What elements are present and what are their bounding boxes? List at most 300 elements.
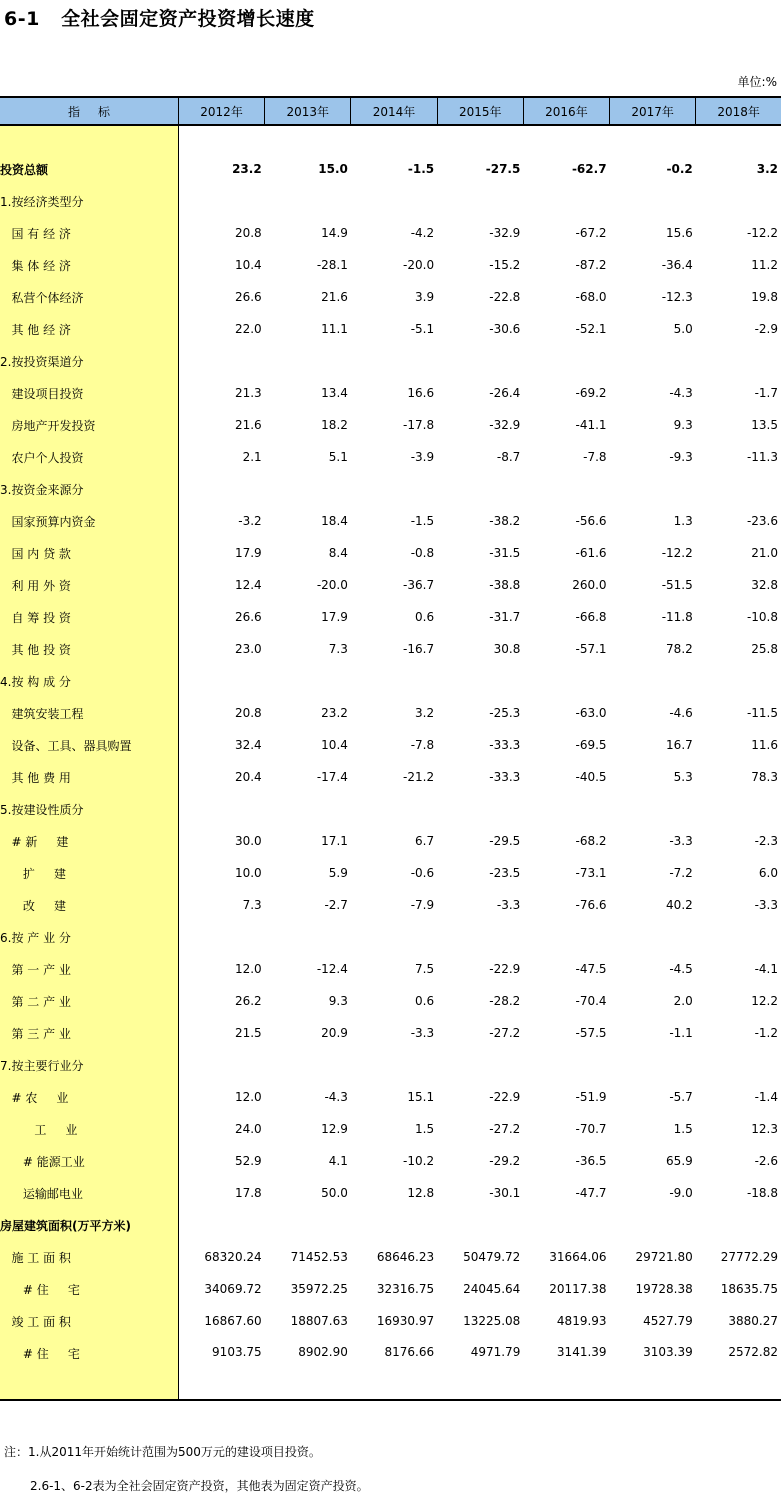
row-label: 运输邮电业	[0, 1177, 178, 1209]
value-cell: -57.1	[575, 642, 607, 656]
value-cell: 30.8	[493, 642, 521, 656]
row-label: 6.按 产 业 分	[0, 921, 178, 953]
value-cell: 1.5	[415, 1122, 435, 1136]
year-header: 2016年	[523, 97, 609, 125]
value-cell: 52.9	[234, 1154, 262, 1168]
value-cell: -70.4	[575, 994, 607, 1008]
value-cell: -4.6	[669, 706, 693, 720]
value-cell	[696, 793, 781, 825]
value-cell: -27.2	[489, 1122, 521, 1136]
row-label: 其 他 经 济	[0, 313, 178, 345]
table-row	[0, 729, 781, 761]
value-cell: 17.9	[321, 610, 348, 624]
value-cell	[523, 921, 609, 953]
table-row	[0, 281, 781, 313]
value-cell: 19728.38	[635, 1282, 693, 1296]
table-row	[0, 761, 781, 793]
value-cell: 2.0	[673, 994, 693, 1008]
year-header: 2017年	[610, 97, 696, 125]
value-cell: -1.4	[754, 1090, 778, 1104]
table-row	[0, 1337, 781, 1400]
value-cell: 21.3	[234, 386, 262, 400]
table-row	[0, 153, 781, 185]
value-cell: -40.5	[575, 770, 607, 784]
spacer-cell	[610, 125, 696, 153]
value-cell: 11.6	[751, 738, 778, 752]
value-cell	[610, 665, 696, 697]
row-label: 7.按主要行业分	[0, 1049, 178, 1081]
row-label: 改 建	[0, 889, 178, 921]
value-cell	[523, 1209, 609, 1241]
value-cell: 21.5	[234, 1026, 262, 1040]
value-cell: 71452.53	[290, 1250, 348, 1264]
year-header: 2014年	[351, 97, 437, 125]
row-label: # 农 业	[0, 1081, 178, 1113]
value-cell: 4.1	[328, 1154, 348, 1168]
table-row	[0, 1049, 781, 1081]
value-cell: 10.4	[321, 738, 348, 752]
spacer-cell	[696, 125, 781, 153]
value-cell	[696, 665, 781, 697]
row-label: 第 三 产 业	[0, 1017, 178, 1049]
value-cell: -20.0	[403, 258, 435, 272]
row-label: 私营个体经济	[0, 281, 178, 313]
value-cell: -2.6	[754, 1154, 778, 1168]
value-cell: 12.9	[321, 1122, 348, 1136]
spacer-cell	[523, 125, 609, 153]
value-cell: 2.1	[242, 450, 262, 464]
value-cell: -66.8	[575, 610, 607, 624]
row-label: 建设项目投资	[0, 377, 178, 409]
value-cell: 8.4	[328, 546, 348, 560]
value-cell: 16867.60	[204, 1314, 262, 1328]
value-cell: 78.3	[751, 770, 778, 784]
value-cell	[265, 793, 351, 825]
value-cell: -69.2	[575, 386, 607, 400]
row-label: 投资总额	[0, 153, 178, 185]
value-cell: -2.9	[754, 322, 778, 336]
value-cell: -29.5	[489, 834, 521, 848]
table-row	[0, 889, 781, 921]
value-cell: 19.8	[751, 290, 778, 304]
value-cell: 18.4	[321, 514, 348, 528]
value-cell: 12.2	[751, 994, 778, 1008]
table-row	[0, 1209, 781, 1241]
value-cell	[351, 921, 437, 953]
value-cell: 26.6	[234, 290, 262, 304]
value-cell: -22.9	[489, 962, 521, 976]
row-label: 其 他 费 用	[0, 761, 178, 793]
table-row	[0, 537, 781, 569]
table-row	[0, 857, 781, 889]
value-cell: -7.2	[669, 866, 693, 880]
value-cell	[523, 345, 609, 377]
value-cell: 6.0	[758, 866, 778, 880]
table-row	[0, 825, 781, 857]
value-cell: 21.6	[321, 290, 348, 304]
value-cell: -3.3	[496, 898, 521, 912]
table-row	[0, 473, 781, 505]
value-cell	[696, 473, 781, 505]
table-row	[0, 1081, 781, 1113]
value-cell	[351, 665, 437, 697]
value-cell: 16.6	[407, 386, 435, 400]
value-cell: 3880.27	[728, 1314, 778, 1328]
value-cell: -9.3	[669, 450, 693, 464]
value-cell: -70.7	[575, 1122, 607, 1136]
value-cell: -22.8	[489, 290, 521, 304]
value-cell	[178, 1049, 264, 1081]
value-cell: 68320.24	[204, 1250, 262, 1264]
value-cell: 20.8	[234, 226, 262, 240]
value-cell: -7.8	[410, 738, 435, 752]
value-cell: 4527.79	[643, 1314, 693, 1328]
value-cell	[437, 1209, 523, 1241]
value-cell: 15.6	[666, 226, 693, 240]
table-row	[0, 217, 781, 249]
table-row	[0, 1273, 781, 1305]
table-row	[0, 665, 781, 697]
value-cell: -61.6	[575, 546, 607, 560]
value-cell: 12.4	[234, 578, 262, 592]
value-cell: 50.0	[321, 1186, 348, 1200]
row-label: 1.按经济类型分	[0, 185, 178, 217]
spacer-row	[0, 125, 781, 153]
value-cell: -1.5	[410, 514, 435, 528]
value-cell: 7.3	[242, 898, 262, 912]
value-cell: -4.5	[669, 962, 693, 976]
value-cell: -68.0	[575, 290, 607, 304]
value-cell: -9.0	[669, 1186, 693, 1200]
value-cell: -32.9	[489, 418, 521, 432]
table-row	[0, 313, 781, 345]
value-cell: -15.2	[489, 258, 521, 272]
value-cell: 0.6	[415, 994, 435, 1008]
value-cell	[437, 921, 523, 953]
value-cell: 3103.39	[610, 1337, 696, 1400]
value-cell: -33.3	[489, 738, 521, 752]
value-cell: 5.1	[328, 450, 348, 464]
table-row	[0, 345, 781, 377]
value-cell: -62.7	[571, 162, 607, 176]
value-cell	[610, 185, 696, 217]
value-cell: 17.1	[321, 834, 348, 848]
value-cell: 0.6	[415, 610, 435, 624]
value-cell	[265, 1049, 351, 1081]
table-row	[0, 1113, 781, 1145]
row-label: 房屋建筑面积(万平方米)	[0, 1209, 178, 1241]
row-label: 其 他 投 资	[0, 633, 178, 665]
value-cell: -4.2	[410, 226, 435, 240]
value-cell: 9.3	[328, 994, 348, 1008]
value-cell: -69.5	[575, 738, 607, 752]
value-cell: 23.0	[234, 642, 262, 656]
value-cell: 3.2	[756, 162, 778, 176]
value-cell: 260.0	[572, 578, 607, 592]
value-cell: 6.7	[415, 834, 435, 848]
value-cell: -3.3	[669, 834, 693, 848]
spacer-cell	[265, 125, 351, 153]
value-cell	[178, 665, 264, 697]
value-cell: -56.6	[575, 514, 607, 528]
value-cell: -57.5	[575, 1026, 607, 1040]
value-cell: 21.0	[751, 546, 778, 560]
value-cell: 23.2	[321, 706, 348, 720]
row-label: 扩 建	[0, 857, 178, 889]
row-label: # 能源工业	[0, 1145, 178, 1177]
value-cell	[265, 665, 351, 697]
value-cell: -26.4	[489, 386, 521, 400]
table-row	[0, 985, 781, 1017]
value-cell: -38.2	[489, 514, 521, 528]
table-row	[0, 377, 781, 409]
row-label: 5.按建设性质分	[0, 793, 178, 825]
row-label: 农户个人投资	[0, 441, 178, 473]
value-cell: -0.2	[666, 162, 693, 176]
value-cell	[696, 921, 781, 953]
value-cell: -8.7	[496, 450, 521, 464]
row-label: 4.按 构 成 分	[0, 665, 178, 697]
value-cell: -30.6	[489, 322, 521, 336]
value-cell: -2.7	[324, 898, 348, 912]
table-row	[0, 505, 781, 537]
value-cell: -5.1	[410, 322, 435, 336]
table-row	[0, 1017, 781, 1049]
value-cell: -3.3	[410, 1026, 435, 1040]
year-header: 2012年	[178, 97, 264, 125]
value-cell: -36.5	[575, 1154, 607, 1168]
value-cell: 32.4	[234, 738, 262, 752]
value-cell: -51.9	[575, 1090, 607, 1104]
value-cell: 7.3	[328, 642, 348, 656]
value-cell: -23.6	[746, 514, 778, 528]
spacer-cell	[437, 125, 523, 153]
value-cell: -41.1	[575, 418, 607, 432]
value-cell: -0.6	[410, 866, 435, 880]
unit-label: 单位:%	[737, 75, 777, 89]
value-cell: 13225.08	[463, 1314, 521, 1328]
table-row	[0, 185, 781, 217]
value-cell: -52.1	[575, 322, 607, 336]
value-cell	[178, 793, 264, 825]
value-cell	[696, 1209, 781, 1241]
value-cell: -4.3	[324, 1090, 348, 1104]
value-cell: 32.8	[751, 578, 778, 592]
value-cell: -28.1	[316, 258, 348, 272]
value-cell	[696, 345, 781, 377]
value-cell: 12.8	[407, 1186, 435, 1200]
value-cell: 9.3	[673, 418, 693, 432]
value-cell	[351, 345, 437, 377]
value-cell: 13.4	[321, 386, 348, 400]
table-row	[0, 1305, 781, 1337]
row-label: 3.按资金来源分	[0, 473, 178, 505]
value-cell: -36.4	[661, 258, 693, 272]
value-cell: -11.3	[746, 450, 778, 464]
value-cell	[610, 345, 696, 377]
value-cell	[437, 665, 523, 697]
year-header: 2013年	[265, 97, 351, 125]
value-cell: -1.5	[407, 162, 435, 176]
value-cell: 15.1	[407, 1090, 435, 1104]
value-cell	[610, 793, 696, 825]
value-cell: 10.4	[234, 258, 262, 272]
value-cell: 22.0	[234, 322, 262, 336]
value-cell: 9103.75	[178, 1337, 264, 1400]
value-cell: -2.3	[754, 834, 778, 848]
value-cell: 20.9	[321, 1026, 348, 1040]
value-cell: -12.3	[661, 290, 693, 304]
value-cell: -31.5	[489, 546, 521, 560]
value-cell: 68646.23	[376, 1250, 435, 1264]
value-cell: 3.2	[415, 706, 435, 720]
value-cell	[351, 473, 437, 505]
row-label: 建筑安装工程	[0, 697, 178, 729]
value-cell: 12.0	[234, 1090, 262, 1104]
value-cell: -21.2	[403, 770, 435, 784]
value-cell: 13.5	[751, 418, 778, 432]
row-label: 2.按投资渠道分	[0, 345, 178, 377]
value-cell: 16930.97	[376, 1314, 435, 1328]
table-row	[0, 793, 781, 825]
value-cell: 27772.29	[720, 1250, 778, 1264]
value-cell: 16.7	[666, 738, 693, 752]
value-cell: 17.8	[234, 1186, 262, 1200]
table-row	[0, 441, 781, 473]
value-cell: -51.5	[661, 578, 693, 592]
row-label: # 住 宅	[0, 1273, 178, 1305]
value-cell: 18635.75	[720, 1282, 778, 1296]
value-cell: 31664.06	[549, 1250, 607, 1264]
value-cell: -12.2	[746, 226, 778, 240]
value-cell: 12.3	[751, 1122, 778, 1136]
statistics-table	[0, 96, 781, 1401]
value-cell: 5.9	[328, 866, 348, 880]
value-cell: -47.5	[575, 962, 607, 976]
value-cell	[610, 1209, 696, 1241]
table-row	[0, 1177, 781, 1209]
value-cell: 5.0	[673, 322, 693, 336]
value-cell	[696, 1049, 781, 1081]
value-cell: 18.2	[321, 418, 348, 432]
value-cell: 17.9	[234, 546, 262, 560]
value-cell: -12.4	[316, 962, 348, 976]
value-cell: -23.5	[489, 866, 521, 880]
value-cell: 10.0	[234, 866, 262, 880]
value-cell: -22.9	[489, 1090, 521, 1104]
table-row	[0, 601, 781, 633]
value-cell: -7.8	[583, 450, 607, 464]
value-cell: 1.5	[673, 1122, 693, 1136]
value-cell	[265, 345, 351, 377]
row-label: 集 体 经 济	[0, 249, 178, 281]
value-cell	[696, 185, 781, 217]
value-cell: 25.8	[751, 642, 778, 656]
value-cell	[178, 345, 264, 377]
value-cell: -10.2	[403, 1154, 435, 1168]
spacer-cell	[0, 125, 178, 153]
value-cell: -11.8	[661, 610, 693, 624]
row-label: 利 用 外 资	[0, 569, 178, 601]
value-cell: -31.7	[489, 610, 521, 624]
row-label: 房地产开发投资	[0, 409, 178, 441]
value-cell: -17.8	[403, 418, 435, 432]
value-cell	[437, 345, 523, 377]
row-label: 第 二 产 业	[0, 985, 178, 1017]
value-cell: -1.7	[754, 386, 778, 400]
value-cell: -30.1	[489, 1186, 521, 1200]
value-cell	[523, 185, 609, 217]
value-cell: -38.8	[489, 578, 521, 592]
value-cell: -76.6	[575, 898, 607, 912]
row-label: 竣 工 面 积	[0, 1305, 178, 1337]
value-cell: -20.0	[316, 578, 348, 592]
value-cell: 4971.79	[437, 1337, 523, 1400]
value-cell: -63.0	[575, 706, 607, 720]
value-cell: -29.2	[489, 1154, 521, 1168]
value-cell: -3.9	[410, 450, 435, 464]
value-cell: 65.9	[666, 1154, 693, 1168]
value-cell: -73.1	[575, 866, 607, 880]
value-cell: 1.3	[673, 514, 693, 528]
value-cell: -3.3	[754, 898, 778, 912]
value-cell	[610, 921, 696, 953]
value-cell: -87.2	[575, 258, 607, 272]
row-label: # 住 宅	[0, 1337, 178, 1400]
value-cell: 15.0	[318, 162, 348, 176]
value-cell: 26.6	[234, 610, 262, 624]
value-cell: 20.8	[234, 706, 262, 720]
table-row	[0, 249, 781, 281]
value-cell	[610, 473, 696, 505]
value-cell: -25.3	[489, 706, 521, 720]
table-row	[0, 697, 781, 729]
year-header: 2015年	[437, 97, 523, 125]
value-cell: -33.3	[489, 770, 521, 784]
value-cell: 11.2	[751, 258, 778, 272]
table-body	[0, 125, 781, 1400]
value-cell: 2572.82	[696, 1337, 781, 1400]
value-cell: -1.1	[669, 1026, 693, 1040]
value-cell: 29721.80	[635, 1250, 693, 1264]
value-cell: 3141.39	[523, 1337, 609, 1400]
page-title: 6-1 全社会固定资产投资增长速度	[4, 8, 315, 30]
value-cell: -3.2	[238, 514, 262, 528]
value-cell: -0.8	[410, 546, 435, 560]
footnote: 注：1.从2011年开始统计范围为500万元的建设项目投资。	[4, 1445, 321, 1459]
value-cell	[437, 185, 523, 217]
row-label: 国家预算内资金	[0, 505, 178, 537]
value-cell	[610, 1049, 696, 1081]
value-cell: -16.7	[403, 642, 435, 656]
value-cell	[351, 1209, 437, 1241]
value-cell: -32.9	[489, 226, 521, 240]
value-cell	[351, 793, 437, 825]
value-cell: -47.7	[575, 1186, 607, 1200]
value-cell: 3.9	[415, 290, 435, 304]
value-cell: -27.2	[489, 1026, 521, 1040]
value-cell: 8176.66	[351, 1337, 437, 1400]
table-row	[0, 921, 781, 953]
value-cell: -28.2	[489, 994, 521, 1008]
value-cell: 26.2	[234, 994, 262, 1008]
value-cell: -7.9	[410, 898, 435, 912]
value-cell: -5.7	[669, 1090, 693, 1104]
value-cell	[265, 473, 351, 505]
row-label: 国 有 经 济	[0, 217, 178, 249]
value-cell: 8902.90	[265, 1337, 351, 1400]
table-row	[0, 569, 781, 601]
